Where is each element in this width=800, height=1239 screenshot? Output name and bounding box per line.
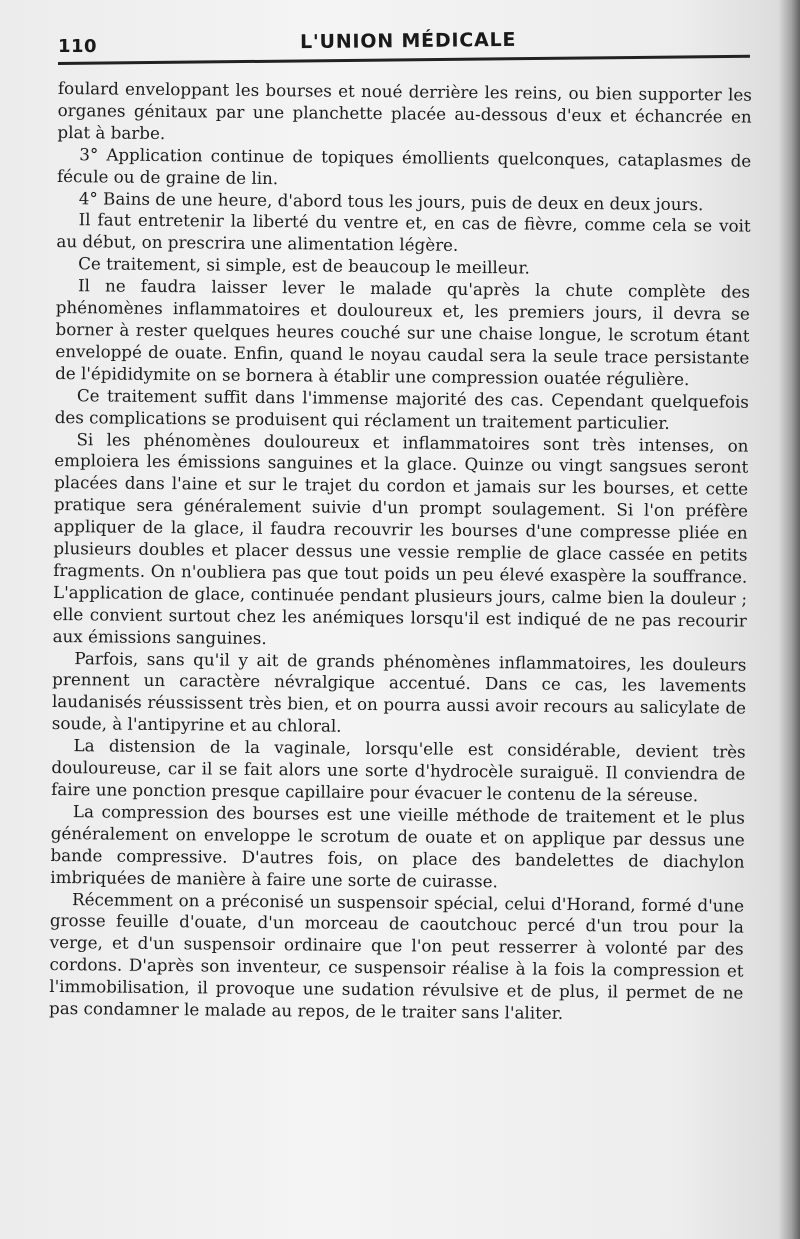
paragraph-5: Ce traitement, si simple, est de beaucoup le meilleur. — [78, 253, 530, 278]
paragraph-7: Ce traitement suffit dans l'immense majorité des cas. Cependant quelquefois des complications se produisent qui réclament un traitement particulier. — [54, 384, 750, 433]
paragraph-8: Si les phénomènes douloureux et inflammatoires sont très intenses, on emploiera les émissions sanguines et la glace. Quinze ou vingt sangsues seront placées dans l'aine et sur le trajet du cordon et jamais sur les bourses, et cette pratique sera généralement suivie d'un prompt soulagement. Si l'on préfère appliquer de la glace, il faudra recouvrir les bourses d'une compresse pliée en plusieurs doubles et placer dessus une vessie remplie de glace cassée en petits fragments. On n'oubliera pas que tout poids un peu élevé exaspère la souffrance. L'application de glace, continuée pendant plusieurs jours, calme bien la douleur ; elle convient surtout chez les anémiques lorsqu'il est indiqué de ne pas recourir aux émissions sanguines. — [52, 428, 749, 648]
paragraph-10: La distension de la vaginale, lorsqu'elle est considérable, devient très douloureuse, car il se fait alors une sorte d'hydrocèle suraiguë. Il conviendra de faire une ponction presque capillaire pour évacuer le contenu de la séreuse. — [51, 735, 746, 806]
paragraph-9: Parfois, sans qu'il y ait de grands phénomènes inflammatoires, les douleurs prennent un caractère névralgique accentué. Dans ce cas, les lavements laudanisés réussissent très bien, et on pourra aussi avoir recours au salicylate de soude, à l'antipyrine et au chloral. — [51, 647, 747, 737]
page-number: 110 — [58, 36, 98, 57]
paragraph-6: Il ne faudra laisser lever le malade qu'après la chute complète des phénomènes inflammatoires et douloureux et, les premiers jours, il devra se borner à rester quelques heures couché sur une chaise longue, le scrotum étant enveloppé de ouate. Enfin, quand le noyau caudal sera la seule trace persistante de l'épididymite on se bornera à établir une compression ouatée régulière. — [55, 275, 751, 389]
header-rule — [58, 55, 750, 65]
paragraph-11: La compression des bourses est une vieille méthode de traitement et le plus généralement on enveloppe le scrotum de ouate et on applique par dessus une bande compressive. D'autres fois, on place des bandelettes de diachylon imbriquées de manière à faire une sorte de cuirasse. — [50, 801, 746, 891]
paragraph-1: foulard enveloppant les bourses et noué derrière les reins, ou bien supporter les organes génitaux par une planchette placée au-dessous d'eux et échancrée en plat à barbe. — [57, 78, 752, 143]
page-edge-shadow — [778, 0, 800, 1239]
running-title: L'UNION MÉDICALE — [299, 28, 517, 54]
paragraph-3: 4° Bains de une heure, d'abord tous les jours, puis de deux en deux jours. — [78, 187, 704, 214]
body-text — [49, 78, 752, 1027]
paragraph-2: 3° Application continue de topiques émollients quelconques, cataplasmes de fécule ou de graine de lin. — [56, 143, 752, 188]
page-header — [0, 0, 800, 72]
paragraph-12: Récemment on a préconisé un suspensoir spécial, celui d'Horand, formé d'une grosse feuille d'ouate, d'un morceau de caoutchouc percé d'un trou pour la verge, et d'un suspensoir ordinaire que l'on peut resserrer à volonté par des cordons. D'après son inventeur, ce suspensoir réalise à la fois la compression et l'immobilisation, il provoque une sudation révulsive et de plus, il permet de ne pas condamner le malade au repos, de le traiter sans l'aliter. — [48, 888, 745, 1023]
paragraph-4: Il faut entretenir la liberté du ventre et, en cas de fièvre, comme cela se voit au début, on prescrira une alimentation légère. — [56, 209, 751, 256]
